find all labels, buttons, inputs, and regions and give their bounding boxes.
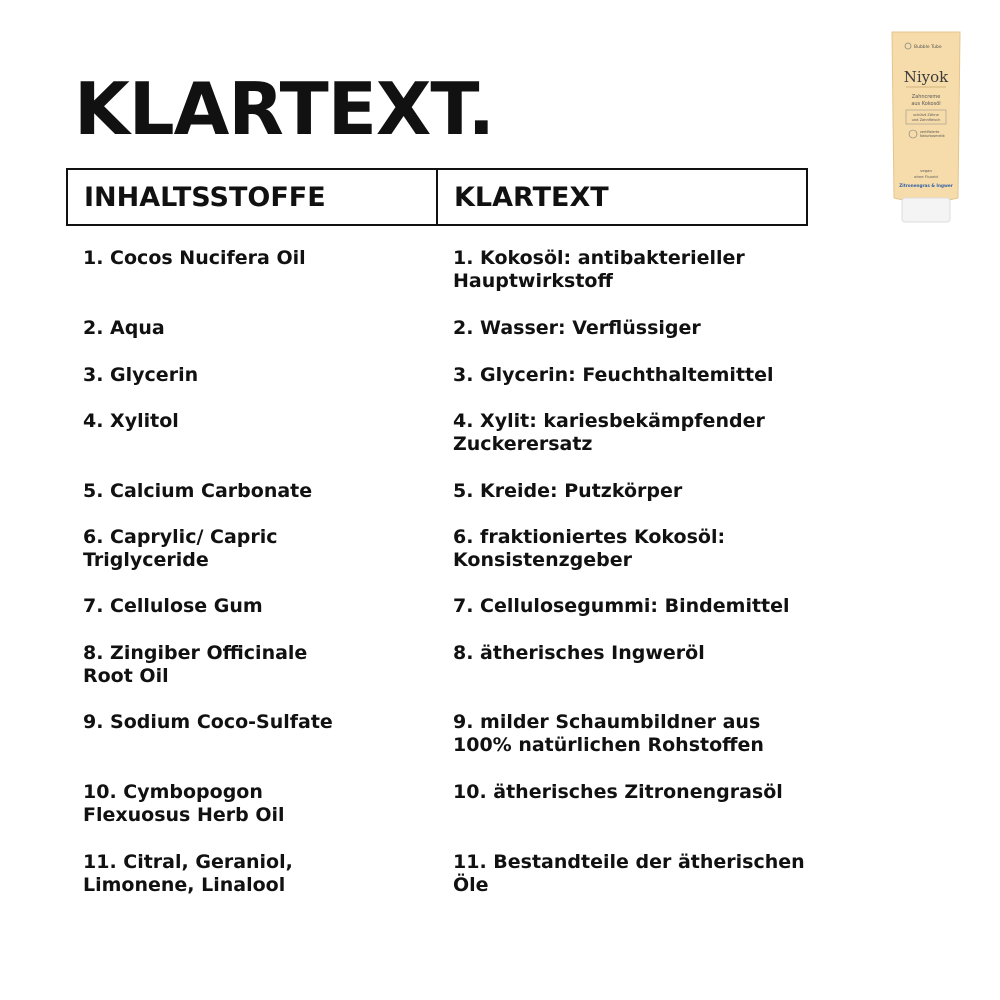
ingredient-cell: 1. Cocos Nucifera Oil	[83, 247, 306, 269]
explanation-cell: 5. Kreide: Putzkörper	[453, 480, 683, 502]
ingredient-cell: 11. Citral, Geraniol, Limonene, Linalool	[83, 851, 293, 896]
svg-text:Naturkosmetik: Naturkosmetik	[920, 134, 945, 138]
svg-text:aus Kokosöl: aus Kokosöl	[911, 101, 941, 107]
ingredient-cell: 3. Glycerin	[83, 364, 199, 386]
column-header-plain-text: KLARTEXT	[454, 181, 609, 213]
explanation-cell: 9. milder Schaumbildner aus 100% natürlichen Rohstoffen	[453, 711, 764, 756]
ingredient-cell: 5. Calcium Carbonate	[83, 480, 313, 502]
ingredient-cell: 9. Sodium Coco-Sulfate	[83, 711, 333, 733]
svg-text:vegan: vegan	[920, 168, 932, 173]
explanation-cell: 3. Glycerin: Feuchthaltemittel	[453, 364, 774, 386]
svg-text:ohne Fluorid: ohne Fluorid	[914, 174, 938, 179]
explanation-cell: 6. fraktioniertes Kokosöl: Konsistenzgeber	[453, 526, 726, 571]
explanation-cell: 4. Xylit: kariesbekämpfender Zuckerersatz	[453, 410, 765, 455]
toothpaste-tube-image	[886, 30, 966, 226]
ingredient-cell: 10. Cymbopogon Flexuosus Herb Oil	[83, 781, 285, 826]
explanation-cell: 2. Wasser: Verflüssiger	[453, 317, 701, 339]
svg-text:und Zahnfleisch: und Zahnfleisch	[911, 118, 941, 122]
ingredient-cell: 8. Zingiber Officinale Root Oil	[83, 642, 308, 687]
svg-text:Zitronengras & Ingwer: Zitronengras & Ingwer	[899, 183, 953, 188]
explanation-cell: 11. Bestandteile der ätherischen Öle	[453, 851, 805, 896]
ingredient-cell: 7. Cellulose Gum	[83, 595, 263, 617]
svg-text:Zahncreme: Zahncreme	[911, 94, 941, 100]
explanation-cell: 7. Cellulosegummi: Bindemittel	[453, 595, 790, 617]
ingredient-cell: 2. Aqua	[83, 317, 165, 339]
explanation-cell: 1. Kokosöl: antibakterieller Hauptwirkstoff	[453, 247, 745, 292]
explanation-cell: 10. ätherisches Zitronengrasöl	[453, 781, 783, 803]
svg-text:zertifizierte: zertifizierte	[920, 130, 940, 134]
svg-text:schützt Zähne: schützt Zähne	[913, 113, 939, 117]
ingredient-cell: 4. Xylitol	[83, 410, 179, 432]
column-header-ingredients: INHALTSSTOFFE	[68, 170, 438, 224]
page-title: KLARTEXT.	[74, 67, 494, 151]
ingredient-cell: 6. Caprylic/ Capric Triglyceride	[83, 526, 278, 571]
svg-text:Bubble Tube: Bubble Tube	[914, 45, 942, 50]
svg-text:Niyok: Niyok	[903, 68, 949, 86]
explanation-cell: 8. ätherisches Ingweröl	[453, 642, 705, 664]
